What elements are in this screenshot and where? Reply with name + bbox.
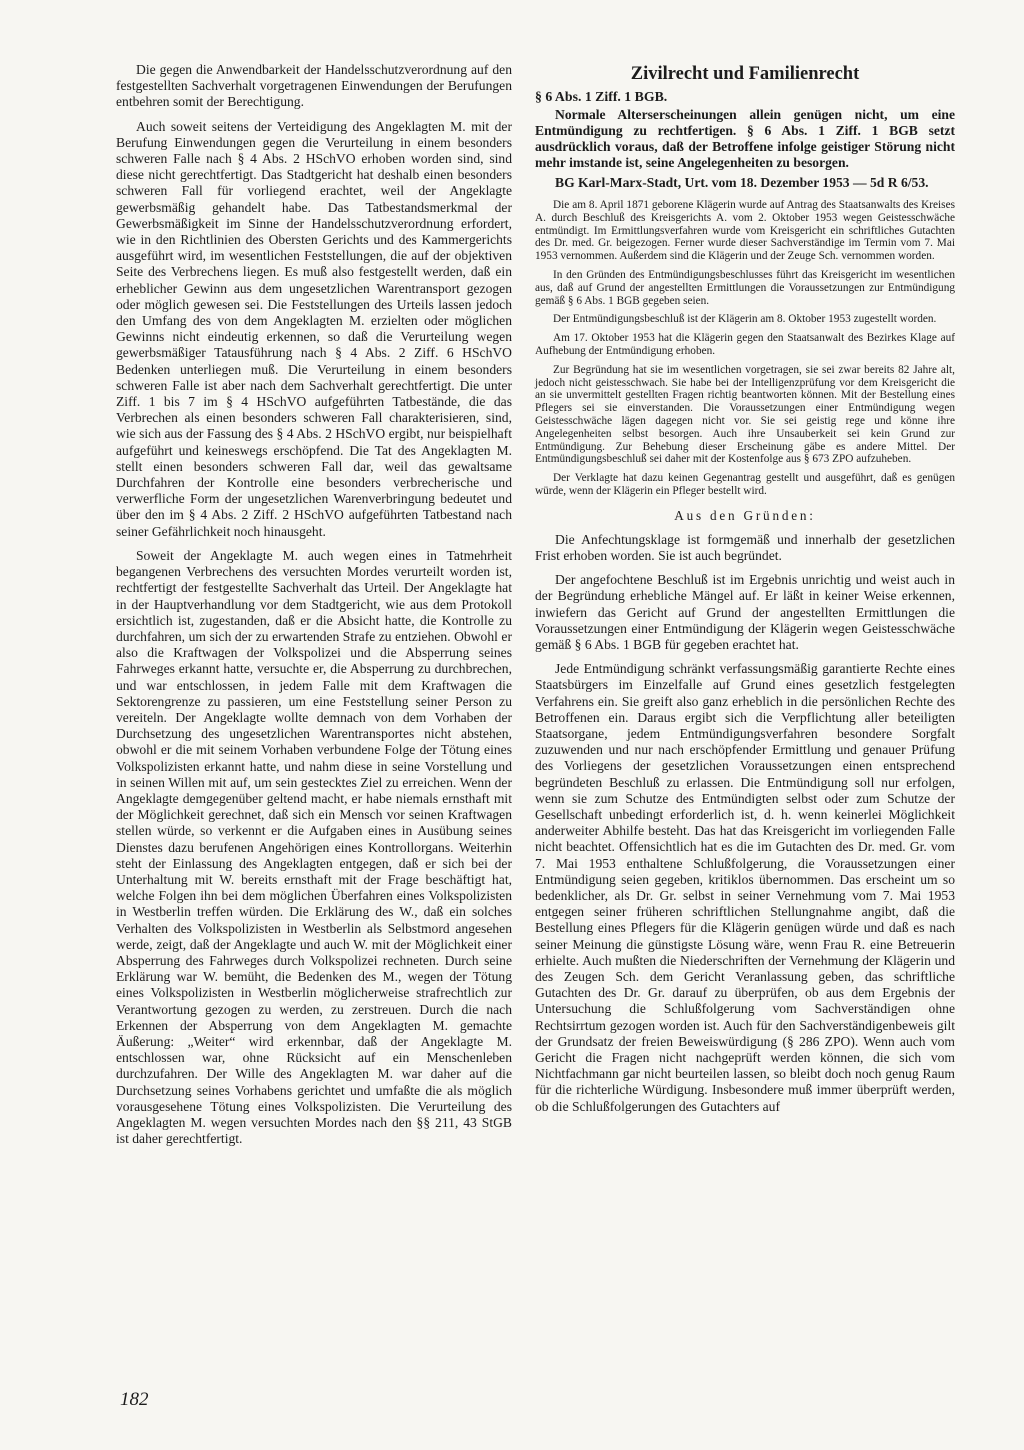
court-citation: BG Karl-Marx-Stadt, Urt. vom 18. Dezember 1953 — 5d R 6/53. <box>555 175 929 190</box>
reasons-paragraph: Der angefochtene Beschluß ist im Ergebnis unrichtig und weist auch in der Begründung erhebliche Mängel auf. Er läßt in keiner Weise erkennen, inwiefern das Gericht auf Grund der angestellten Ermittlungen die Voraussetzungen einer Entmündigung der Klägerin wegen Geistesschwäche gemäß § 6 Abs. 1 BGB für gegeben erachtet hat. <box>535 572 955 652</box>
left-column <box>116 62 512 1155</box>
facts-paragraph: Die am 8. April 1871 geborene Klägerin wurde auf Antrag des Staatsanwalts des Kreises A. durch Beschluß des Kreisgerichts A. vom 2. Oktober 1953 wegen Geistesschwäche entmündigt. Im Ermittlungsverfahren wurde vom Kreisgericht ein schriftliches Gutachten des Dr. med. Gr. beigezogen. Ferner wurde dieser Sachverständige im Termin vom 7. Mai 1953 vernommen. Außerdem sind die Klägerin und der Zeuge Sch. vernommen worden. <box>535 199 955 263</box>
headnote: Normale Alterserscheinungen allein genügen nicht, um eine Entmündigung zu rechtfertigen. § 6 Abs. 1 Ziff. 1 BGB setzt ausdrücklich voraus, daß der Betroffene infolge geistiger Störung nicht mehr imstande ist, seine Angelegenheiten zu besorgen. <box>535 107 955 170</box>
reasons-paragraph: Die Anfechtungsklage ist formgemäß und innerhalb der gesetzlichen Frist erhoben worden. Sie ist auch begründet. <box>535 531 955 563</box>
reasons-heading: Aus den Gründen: <box>674 507 816 523</box>
right-column <box>535 62 955 1123</box>
paragraph: Auch soweit seitens der Verteidigung des Angeklagten M. mit der Berufung Einwendungen gegen die Verurteilung in einem besonders schweren Falle nach § 4 Abs. 2 HSchVO erhoben worden sind, sind diese nicht gerechtfertigt. Das Stadtgericht hat deshalb einen besonders schweren Fall für vorliegend erachtet, weil der Angeklagte gewerbsmäßig gehandelt habe. Das Tatbestandsmerkmal der Gewerbsmäßigkeit im Sinne der Handelsschutzverordnung erfordert, wie in den Richtlinien des Obersten Gerichts und des Kammergerichts ausgeführt wird, im wesentlichen Feststellungen, die auf der objektiven Seite des Verbrechens liegen. Es muß also festgestellt werden, daß ein erheblicher Gewinn aus dem ungesetzlichen Warentransport gezogen oder möglich gewesen sei. Die Feststellungen des Urteils lassen jedoch den Umfang des von dem Angeklagten M. erzielten oder möglichen Gewinns nicht eindeutig erkennen, so daß die Verurteilung wegen gewerbsmäßiger Tatausführung nach § 4 Abs. 2 Ziff. 6 HSchVO Bedenken unterliegen muß. Die Verurteilung in einem besonders schweren Falle ist aber nach dem Sachverhalt gerechtfertigt. Die unter Ziff. 1 bis 7 im § 4 HSchVO aufgeführten Tatbestände, die das Verbrechen als einen besonders schweren Fall charakterisieren, sind, wie sich aus der Fassung des § 4 Abs. 2 HSchVO ergibt, nur beispielhaft aufgeführt und keineswegs erschöpfend. Die Tat des Angeklagten M. stellt einen besonders schweren Fall dar, weil das gewaltsame Durchfahren der Kontrolle eine besonders verbrecherische und verwerfliche Form der ungesetzlichen Warenverbringung bedeutet und über den im § 4 Abs. 2 Ziff. 2 HSchVO aufgeführten Tatbestand nach seiner Gefährlichkeit noch hinausgeht. <box>116 118 512 539</box>
paragraph: Die gegen die Anwendbarkeit der Handelsschutzverordnung auf den festgestellten Sachverhalt vorgetragenen Einwendungen der Berufungen entbehren somit der Berechtigung. <box>116 62 512 110</box>
facts-paragraph: Zur Begründung hat sie im wesentlichen vorgetragen, sie sei zwar bereits 82 Jahre alt, jedoch nicht geistesschwach. Sie habe bei der Intelligenzprüfung vor dem Kreisgericht die an sie unvermittelt gestellten Fragen richtig beantworten können. Mit der Bestellung eines Pflegers sei sie einverstanden. Die Voraussetzungen einer Entmündigung wegen Geistesschwäche lägen dagegen nicht vor. Sie sei geistig rege und könne ihre Angelegenheiten selbst besorgen. Auch ihre Unsauberkeit sei kein Grund zur Entmündigung. Zur Behebung dieser Erscheinung gäbe es andere Mittel. Der Entmündigungsbeschluß sei daher mit der Kostenfolge aus § 673 ZPO aufzuheben. <box>535 363 955 466</box>
paragraph: Soweit der Angeklagte M. auch wegen eines in Tatmehrheit begangenen Verbrechens des versuchten Mordes verurteilt worden ist, rechtfertigt der festgestellte Sachverhalt das Urteil. Der Angeklagte hat in der Hauptverhandlung vor dem Stadtgericht, wie aus dem Protokoll ersichtlich ist, zugestanden, daß er die Absicht hatte, die Kontrolle zu durchfahren, um sich der zu erwartenden Strafe zu entziehen. Obwohl er also die Kraftwagen der Volkspolizei und die Absperrung seines Fahrweges erkannt hatte, versuchte er, die Absperrung zu durchbrechen, und war entschlossen, in jedem Falle mit dem Kraftwagen die Sektorengrenze zu passieren, um eine Feststellung seiner Person zu vereiteln. Der Angeklagte wollte demnach von dem Vorhaben der Durchsetzung des ungesetzlichen Warentransportes nicht abstehen, obwohl er die mit seinem Vorhaben verbundene Folge der Tötung eines Volkspolizisten erkannt hatte, und nahm diese in seine Vorstellung und in seinen Willen mit auf, um sein gestecktes Ziel zu erreichen. Wenn der Angeklagte demgegenüber geltend macht, er habe niemals ernsthaft mit der Möglichkeit gerechnet, daß sich ein Mensch vor seinen Kraftwagen stellen würde, so verkennt er die Aufgaben eines in Ausübung seines Dienstes dazu berufenen Angehörigen eines Kontrollorgans. Weiterhin steht der Einlassung des Angeklagten entgegen, daß er sich bei der Unterhaltung mit W. bereits ernsthaft mit der Frage beschäftigt hat, welche Folgen ihn bei dem möglichen Überfahren eines Volkspolizisten in Westberlin treffen würden. Die Erklärung des W., daß ein solches Verhalten des Volkspolizisten in Westberlin als Selbstmord angesehen werde, zeigt, daß der Angeklagte und auch W. mit der Möglichkeit einer Absperrung des Fahrweges durch Volkspolizei rechneten. Durch seine Erklärung war W. bemüht, die Bedenken des M., wegen der Tötung eines Volkspolizisten in Westberlin möglicherweise strafrechtlich zur Verantwortung gezogen zu werden, zu zerstreuen. Durch die nach Erkennen der Absperrung von dem Angeklagten M. gemachte Äußerung: „Weiter“ wird erkennbar, daß der Angeklagte M. entschlossen war, ohne Rücksicht auf ein Menschenleben durchzufahren. Der Wille des Angeklagten M. war daher auf die Durchsetzung seines Vorhabens gerichtet und umfaßte die als möglich vorausgesehene Tötung eines Volkspolizisten. Die Verurteilung des Angeklagten M. wegen versuchten Mordes nach den §§ 211, 43 StGB ist daher gerechtfertigt. <box>116 547 512 1147</box>
facts-paragraph: Am 17. Oktober 1953 hat die Klägerin gegen den Staatsanwalt des Bezirkes Klage auf Aufhebung der Entmündigung erhoben. <box>535 332 955 357</box>
facts-paragraph: Der Verklagte hat dazu keinen Gegenantrag gestellt und ausgeführt, daß es genügen würde, wenn der Klägerin ein Pfleger bestellt wird. <box>535 472 955 497</box>
facts-paragraph: In den Gründen des Entmündigungsbeschlusses führt das Kreisgericht im wesentlichen aus, daß auf Grund der angestellten Ermittlungen die Voraussetzungen zur Entmündigung gemäß § 6 Abs. 1 BGB gegeben seien. <box>535 268 955 307</box>
page-number: 182 <box>120 1389 149 1410</box>
statute-reference: § 6 Abs. 1 Ziff. 1 BGB. <box>535 89 668 104</box>
reasons-paragraph: Jede Entmündigung schränkt verfassungsmäßig garantierte Rechte eines Staatsbürgers im Einzelfalle auf Grund eines gesetzlich festgelegten Verfahrens ein. Sie greift also ganz erheblich in die persönlichen Rechte des Betroffenen ein. Daraus ergibt sich die Verpflichtung aller beteiligten Staatsorgane, jedem Entmündigungsverfahren besondere Sorgfalt zuzuwenden und nur nach erschöpfender Ermittlung und genauer Prüfung des Vorliegens der gesetzlichen Voraussetzungen einen entsprechend begründeten Beschluß zu erlassen. Die Entmündigung soll nur erfolgen, wenn sie zum Schutze des Entmündigten selbst oder zum Schutze der Gesellschaft unbedingt erforderlich ist, d. h. wenn keinerlei Möglichkeit anderweiter Abhilfe besteht. Das hat das Kreisgericht im vorliegenden Falle nicht beachtet. Offensichtlich hat es die im Gutachten des Dr. med. Gr. vom 7. Mai 1953 enthaltene Schlußfolgerung, die Voraussetzungen einer Entmündigung seien gegeben, kritiklos übernommen. Das erscheint um so bedenklicher, als Dr. Gr. selbst in seiner Vernehmung vom 7. Mai 1953 entgegen seiner früheren schriftlichen Stellungnahme angibt, daß die Bestellung eines Pflegers für die Klägerin genügen würde und daß es nach seiner Meinung die günstigste Lösung wäre, wenn Frau R. eine Betreuerin erhielte. Auch mußten die Niederschriften der Vernehmung der Klägerin und des Zeugen Sch. dem Gericht Veranlassung geben, das schriftliche Gutachten des Dr. Gr. darauf zu überprüfen, ob aus dem Ergebnis der Untersuchung die Schlußfolgerung vom Sachverständigen ohne Rechtsirrtum gezogen worden ist. Auch für den Sachverständigenbeweis gilt der Grundsatz der freien Beweiswürdigung (§ 286 ZPO). Wenn auch vom Gericht die Fragen nicht nachgeprüft werden können, die sich vom Nichtfachmann gar nicht beurteilen lassen, so bleibt doch noch genug Raum für die richterliche Würdigung. Insbesondere muß immer überprüft werden, ob die Schlußfolgerungen des Gutachters auf <box>535 661 955 1114</box>
facts-paragraph: Der Entmündigungsbeschluß ist der Klägerin am 8. Oktober 1953 zugestellt worden. <box>553 313 937 326</box>
section-title: Zivilrecht und Familienrecht <box>630 64 860 84</box>
